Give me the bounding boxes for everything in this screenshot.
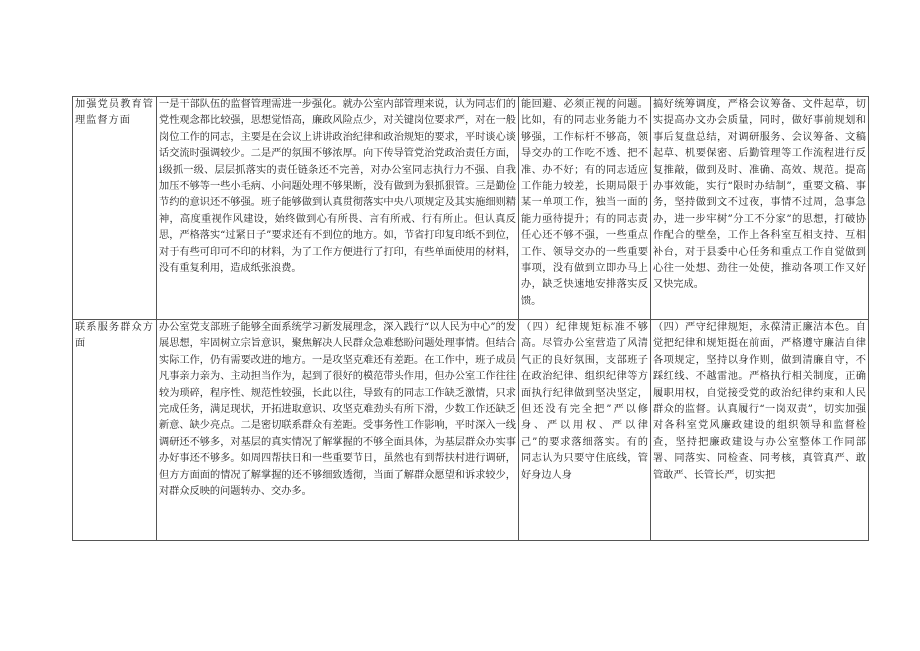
cause-cell: （四）纪律规矩标准不够高。尽管办公室营造了风清气正的良好氛围，支部班子在政治纪律、组织纪律等方面执行纪律做到坚决坚定，但还没有完全把”严以修身、严以用权、严以律己”的要求落细落实。有的同志认为只要守住底线，管好身边人身 — [519, 320, 651, 541]
table-row — [73, 320, 869, 541]
row-label: 加强党员教育管理监督方面 — [73, 97, 157, 320]
row-label: 联系服务群众方面 — [73, 320, 157, 541]
measure-cell: 搞好统筹调度，严格会议筹备、文件起草，切实提高办文办会质量，同时，做好事前规划和事后复盘总结，对调研服务、会议筹备、文稿起草、机要保密、后勤管理等工作流程进行反复推敲，做到及时、准确、高效、规范。提高办事效能，实行“限时办结制”，重要文稿、事务，坚持做到文不过夜，事情不过周，急事急办，进一步牢树”分工不分家”的思想，打破协作配合的壁垒，工作上各科室互相支持、互相补台，对于县委中心任务和重点工作自觉做到心往一处想、劲往一处使，推动各项工作又好又快完成。 — [651, 97, 869, 320]
problem-cell: 办公室党支部班子能够全面系统学习新发展理念，深入践行“以人民为中心”的发展思想，牢固树立宗旨意识，聚焦解决人民群众急难愁盼问题处理事情。但结合实际工作，仍有需要改进的地方。一是攻坚克难还有差距。在工作中，班子成员凡事亲力亲为、主动担当作为，起到了很好的模范带头作用，但办公室工作往往较为琐碎，程序性、规范性较强，长此以往，导致有的同志工作缺乏激情，只求完成任务，满足现状，开拓进取意识、攻坚克难劲头有所下滑，少数工作还缺乏新意、缺少亮点。二是密切联系群众有差距。受事务性工作影响，平时深入一线调研还不够多，对基层的真实情况了解掌握的不够全面具体，为基层群众办实事办好事还不够多。如周四帮扶日和一些重要节日，虽然也有到帮扶村进行调研，但方方面面的情况了解掌握的还不够细致透彻，当面了解群众愿望和诉求较少，对群众反映的问题转办、交办多。 — [157, 320, 519, 541]
measure-cell: （四）严守纪律规矩，永葆清正廉洁本色。自觉把纪律和规矩挺在前面，严格遵守廉洁自律各项规定，坚持以身作则，做到清廉自守，不踩红线、不越雷池。严格执行相关制度，正确履职用权，自觉接受党的政治纪律约束和人民群众的监督。认真履行“一岗双责”，切实加强对各科室党风廉政建设的组织领导和监督检查，坚持把廉政建设与办公室整体工作同部署、同落实、同检查、同考核，真管真严、敢管敢严、长管长严，切实把 — [651, 320, 869, 541]
problem-cell: 一是干部队伍的监督管理需进一步强化。就办公室内部管理来说，认为同志们的党性观念都比较强，思想觉悟高，廉政风险点少，对关键岗位要求严，对在一般岗位工作的同志，主要是在会议上讲讲政治纪律和政治规矩的要求，平时谈心谈话交流时强调较少。二是严的氛围不够浓厚。向下传导管党治党政治责任方面，i级抓一级、层层抓落实的责任链条还不完善，对办公室同志执行力不强、自我加压不够等一些小毛病、小问题处理不够果断，没有做到为狠抓狠管。三是勤俭节约的意识还不够强。班子能够做到认真贯彻落实中央八项规定及其实施细则精神，高度重视作风建设，始终做到心有所畏、言有所戒、行有所止。但认真反思，严格落实“过紧日子”要求还有不到位的地方。如，节省打印复印纸不到位，对于有些可印可不印的材料，为了工作方便进行了打印，有些单面使用的材料，没有重复利用，造成纸张浪费。 — [157, 97, 519, 320]
table-row — [73, 97, 869, 320]
cause-cell: 能回避、必须正视的问题。比如，有的同志业务能力不够强，工作标杆不够高，领导交办的工作吃不透、把不准、办不好；有的同志适应工作能力较差，长期局限于某一单项工作，独当一面的能力亟待提升；有的同志责任心还不够不强，一些重点工作、领导交办的一些重要事项，没有做到立即办马上办，缺乏快速地安排落实反馈。 — [519, 97, 651, 320]
document-table — [72, 96, 869, 541]
